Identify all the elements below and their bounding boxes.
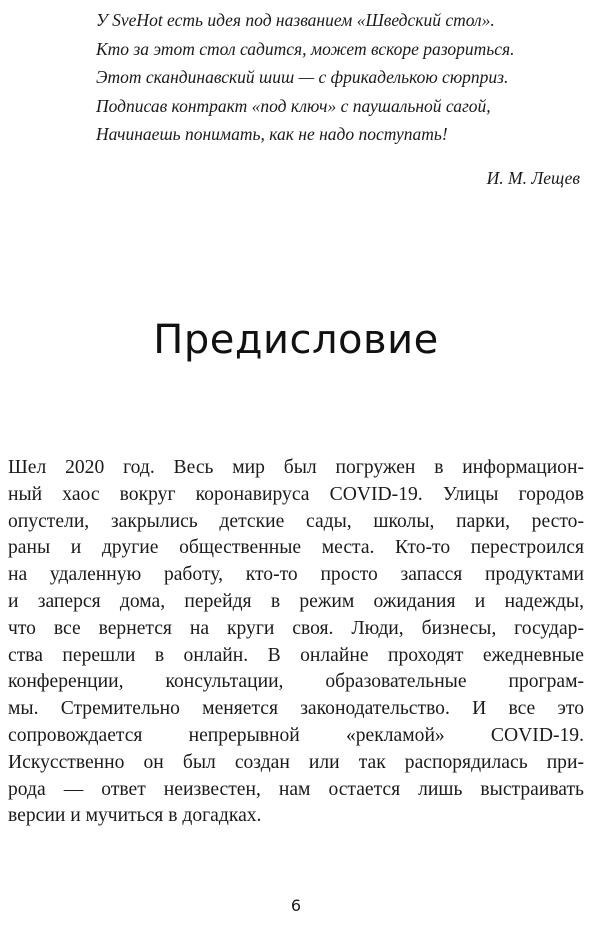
epigraph-attribution: И. М. Лещев — [486, 168, 580, 188]
epigraph-line: Подписав контракт «под ключ» с паушальной сагой, — [96, 95, 491, 116]
paragraph-line: рода — ответ неизвестен, нам остается лишь выстраивать — [8, 778, 584, 800]
paragraph-line: мы. Стремительно меняется законодательство. И все это — [8, 698, 584, 720]
epigraph — [96, 6, 586, 149]
paragraph-line: Шел 2020 год. Весь мир был погружен в информацион- — [8, 457, 584, 478]
paragraph-line: что все вернется на круги своя. Люди, бизнесы, государ- — [8, 617, 584, 639]
paragraph-line: сопровождается непрерывной «рекламой» COVID-19. — [8, 724, 584, 746]
paragraph-line: конференции, консультации, образовательные програм- — [8, 671, 584, 693]
paragraph-line: ства перешли в онлайн. В онлайне проходят ежедневные — [8, 644, 584, 666]
epigraph-line: Начинаешь понимать, как не надо поступать! — [96, 124, 448, 145]
epigraph-line: Этот скандинавский шиш — с фрикаделькою сюрприз. — [96, 67, 509, 88]
body-paragraph — [8, 455, 584, 830]
epigraph-line: Кто за этот стол садится, может вскоре разориться. — [96, 38, 515, 59]
paragraph-line: на удаленную работу, кто-то просто запасся продуктами — [8, 564, 584, 586]
paragraph-line: ный хаос вокруг коронавируса COVID-19. Улицы городов — [8, 483, 584, 505]
paragraph-line: Искусственно он был создан или так распорядилась при- — [8, 751, 584, 773]
paragraph-line: опустели, закрылись детские сады, школы, парки, ресто- — [8, 510, 584, 532]
paragraph-line: и заперся дома, перейдя в режим ожидания и надежды, — [8, 590, 584, 612]
chapter-title: Предисловие — [153, 317, 439, 363]
paragraph-line: версии и мучиться в догадках. — [8, 805, 262, 827]
epigraph-line: У SveHot есть идея под названием «Шведский стол». — [96, 10, 495, 30]
page-number: 6 — [290, 896, 302, 915]
paragraph-line: раны и другие общественные места. Кто-то перестроился — [8, 537, 584, 559]
